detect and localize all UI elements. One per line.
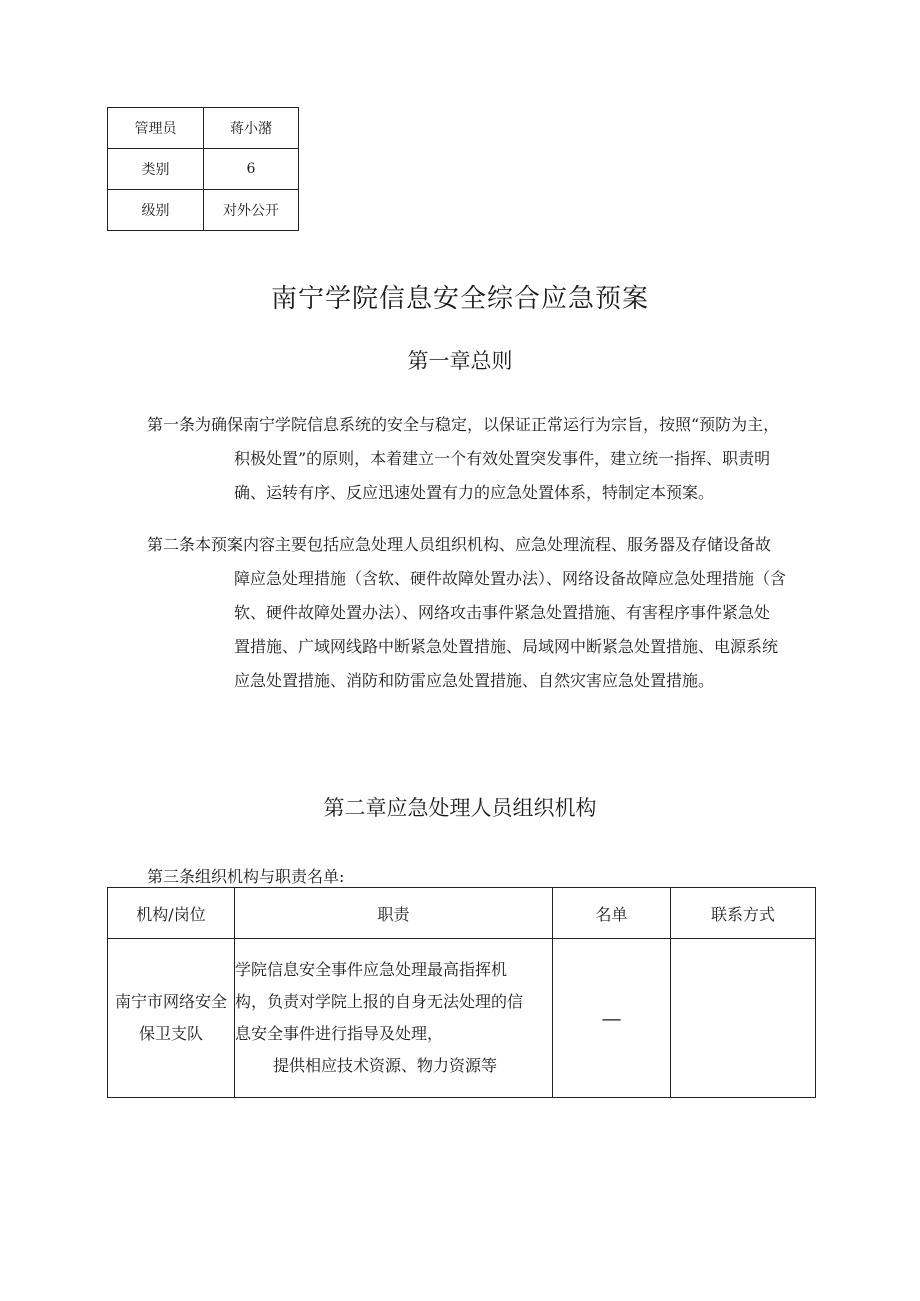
meta-value: 蒋小潴 bbox=[204, 108, 299, 149]
duty-line: 息安全事件进行指导及处理， bbox=[235, 1024, 444, 1043]
column-header-name: 名单 bbox=[553, 888, 671, 939]
article3-text: 第三条组织机构与职责名单: bbox=[147, 867, 345, 886]
document-title: 南宁学院信息安全综合应急预案 bbox=[270, 284, 649, 314]
paragraph-line: 障应急处理措施（含软、硬件故障处置办法）、网络设备故障应急处理措施（含 bbox=[234, 569, 787, 588]
chapter1-heading: 第一章总则 bbox=[407, 349, 513, 373]
article1-paragraph bbox=[147, 408, 779, 510]
contact-cell bbox=[671, 939, 816, 1098]
meta-row bbox=[108, 108, 299, 149]
meta-row bbox=[108, 190, 299, 231]
meta-row bbox=[108, 149, 299, 190]
organization-table bbox=[107, 887, 816, 1098]
column-header-duty: 职责 bbox=[235, 888, 553, 939]
paragraph-line: 置措施、广域网线路中断紧急处置措施、局域网中断紧急处置措施、电源系统 bbox=[234, 637, 779, 656]
duty-cell bbox=[235, 939, 553, 1098]
unit-cell bbox=[108, 939, 235, 1098]
meta-label: 级别 bbox=[108, 190, 204, 231]
paragraph-line: 第二条本预案内容主要包括应急处理人员组织机构、应急处理流程、服务器及存储设备故 bbox=[147, 535, 772, 554]
unit-line: 南宁市网络安全 bbox=[114, 992, 227, 1011]
column-header-contact: 联系方式 bbox=[671, 888, 816, 939]
duty-line: 构，负责对学院上报的自身无法处理的信 bbox=[235, 992, 524, 1011]
duty-line: 学院信息安全事件应急处理最高指挥机 bbox=[235, 960, 508, 979]
document-meta-table bbox=[107, 107, 299, 231]
meta-value: 对外公开 bbox=[204, 190, 299, 231]
paragraph-line: 确、运转有序、反应迅速处置有力的应急处置体系，特制定本预案。 bbox=[234, 483, 715, 502]
paragraph-line: 第一条为确保南宁学院信息系统的安全与稳定，以保证正常运行为宗旨，按照“预防为主， bbox=[147, 415, 780, 434]
table-row bbox=[108, 939, 816, 1098]
unit-line: 保卫支队 bbox=[138, 1024, 203, 1043]
table-header-row bbox=[108, 888, 816, 939]
meta-label: 管理员 bbox=[108, 108, 204, 149]
article2-paragraph bbox=[147, 528, 786, 698]
chapter2-heading: 第二章应急处理人员组织机构 bbox=[323, 796, 597, 820]
paragraph-line: 应急处置措施、消防和防雷应急处置措施、自然灾害应急处置措施。 bbox=[234, 671, 715, 690]
duty-line: 提供相应技术资源、物力资源等 bbox=[273, 1056, 498, 1075]
paragraph-line: 积极处置”的原则，本着建立一个有效处置突发事件，建立统一指挥、职责明 bbox=[234, 449, 771, 468]
meta-label: 类别 bbox=[108, 149, 204, 190]
column-header-unit: 机构/岗位 bbox=[108, 888, 235, 939]
paragraph-line: 软、硬件故障处置办法）、网络攻击事件紧急处置措施、有害程序事件紧急处 bbox=[234, 603, 771, 622]
meta-value: 6 bbox=[204, 149, 299, 190]
name-cell: — bbox=[553, 939, 671, 1098]
